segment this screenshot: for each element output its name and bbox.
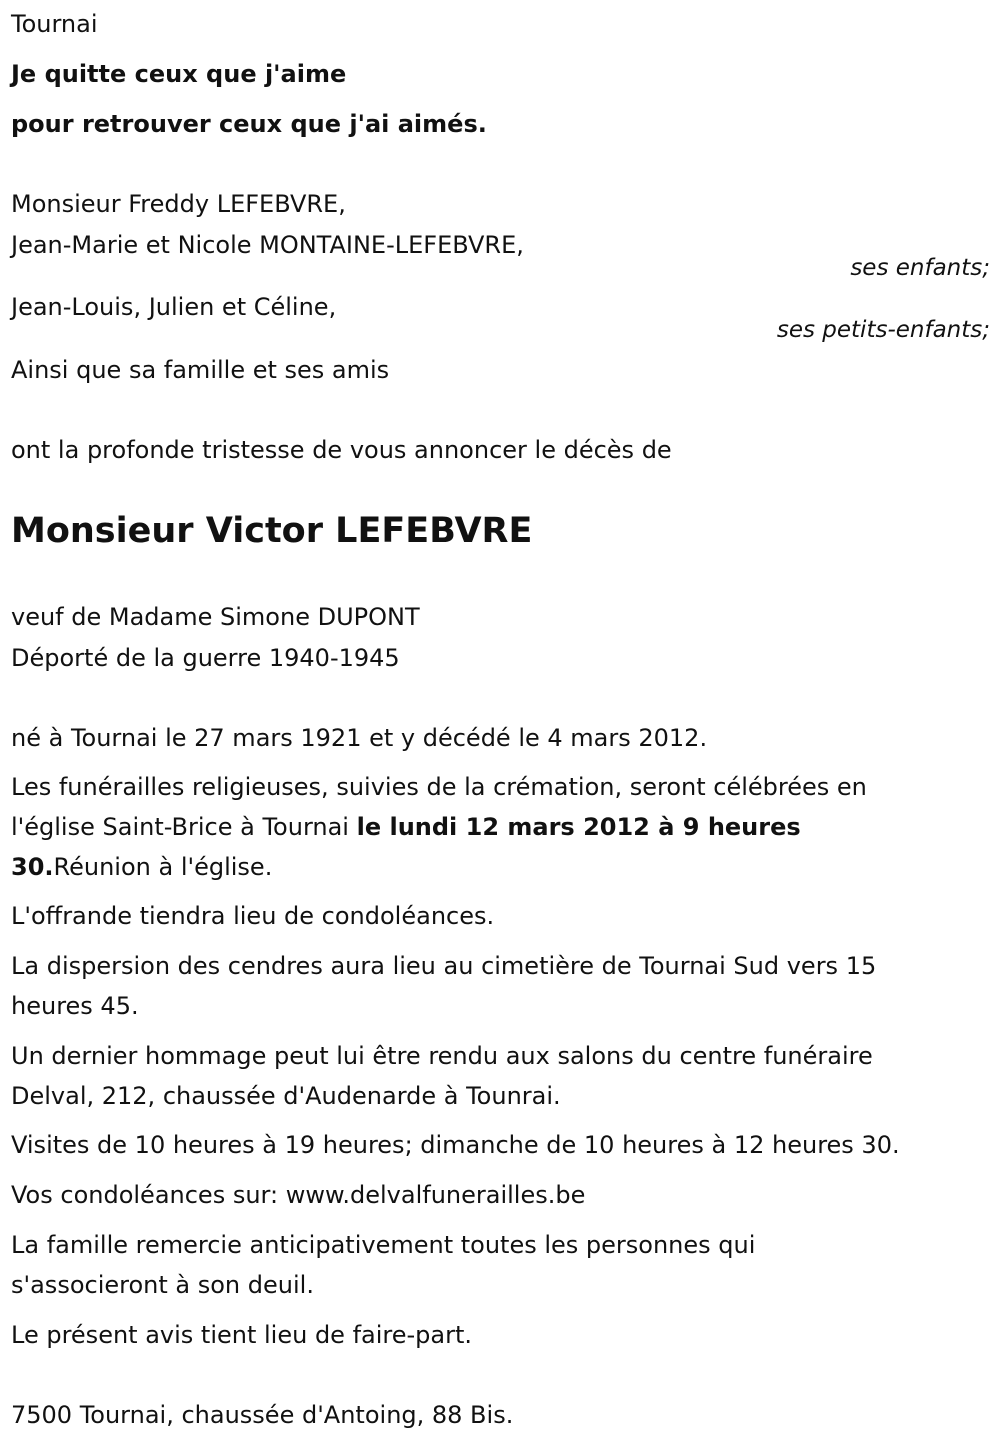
funeral-line-2: [11, 807, 801, 847]
notice-text: Le présent avis tient lieu de faire-part.: [11, 1321, 473, 1349]
tribute-line-2: Delval, 212, chaussée d'Audenarde à Tounrai.: [11, 1082, 561, 1110]
thanks-line-1: La famille remercie anticipativement toutes les personnes qui: [11, 1231, 756, 1259]
dispersion-line-2: heures 45.: [11, 992, 139, 1020]
birth-death-text: né à Tournai le 27 mars 1921 et y décédé le 4 mars 2012.: [11, 724, 708, 752]
city-heading: Tournai: [11, 10, 98, 38]
announcement-text: ont la profonde tristesse de vous annoncer le décès de: [11, 436, 672, 464]
children-label: ses enfants;: [850, 255, 990, 281]
family-child-1: Monsieur Freddy LEFEBVRE,: [11, 190, 346, 218]
tribute-line-1: Un dernier hommage peut lui être rendu aux salons du centre funéraire: [11, 1042, 873, 1070]
funeral-line-3: [11, 847, 272, 887]
deceased-spouse: veuf de Madame Simone DUPONT: [11, 603, 420, 631]
funeral-location: l'église Saint-Brice à Tournai: [11, 813, 357, 841]
quote-line-2: pour retrouver ceux que j'ai aimés.: [11, 110, 487, 138]
visits-text: Visites de 10 heures à 19 heures; dimanche de 10 heures à 12 heures 30.: [11, 1131, 900, 1159]
address-text: 7500 Tournai, chaussée d'Antoing, 88 Bis.: [11, 1401, 514, 1429]
funeral-time-end: 30.: [11, 853, 54, 881]
condolences-link-text[interactable]: Vos condoléances sur: www.delvalfunerailles.be: [11, 1181, 586, 1209]
thanks-line-2: s'associeront à son deuil.: [11, 1271, 314, 1299]
funeral-date: le lundi 12 mars 2012 à 9 heures: [356, 813, 801, 841]
funeral-line-1: Les funérailles religieuses, suivies de la crémation, seront célébrées en: [11, 773, 867, 801]
offering-text: L'offrande tiendra lieu de condoléances.: [11, 902, 495, 930]
grandchildren-label: ses petits-enfants;: [776, 317, 990, 343]
dispersion-line-1: La dispersion des cendres aura lieu au cimetière de Tournai Sud vers 15: [11, 952, 877, 980]
family-grandchildren: Jean-Louis, Julien et Céline,: [11, 293, 337, 321]
funeral-meeting: Réunion à l'église.: [53, 853, 273, 881]
family-others: Ainsi que sa famille et ses amis: [11, 356, 390, 384]
deceased-title: Déporté de la guerre 1940-1945: [11, 644, 400, 672]
deceased-name: Monsieur Victor LEFEBVRE: [11, 511, 533, 551]
family-child-2: Jean-Marie et Nicole MONTAINE-LEFEBVRE,: [11, 231, 524, 259]
quote-line-1: Je quitte ceux que j'aime: [11, 60, 347, 88]
